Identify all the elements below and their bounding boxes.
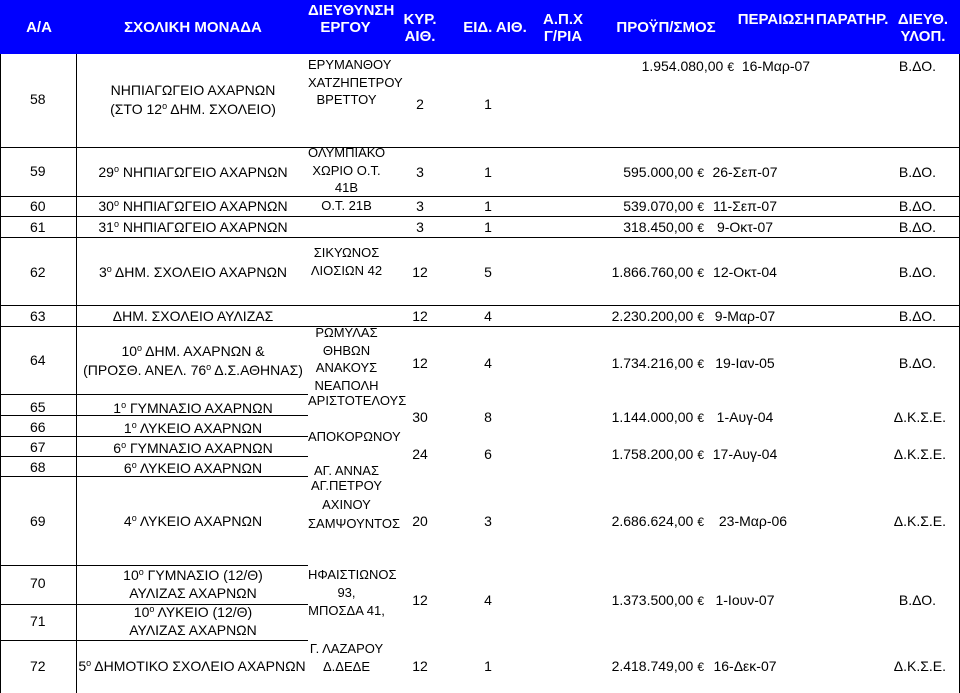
school-name: $31^o$ ΝΗΠΙΑΓΩΓΕΙΟ ΑΧΑΡΝΩΝ [98, 219, 288, 235]
row-number: 61 [30, 219, 46, 235]
completion-date: 26-Σεπ-07 [712, 164, 778, 180]
row-number: 65 [30, 399, 46, 415]
budget: 1.373.500,00 € [611, 592, 704, 608]
special-rooms: 1 [484, 96, 492, 112]
budget: 539.070,00 € [623, 198, 704, 214]
school-name: $10^o$ ΛΥΚΕΙΟ (12/Θ) [133, 604, 253, 620]
address: ΣΙΚΥΩΝΟΣ ΛΙΟΣΙΩΝ 42 [310, 245, 383, 278]
row-number: 67 [30, 439, 46, 455]
row-number: 62 [30, 264, 46, 280]
budget: 1.954.080,00 € [641, 58, 734, 74]
row-number: 60 [30, 198, 46, 214]
grid-hline [0, 326, 960, 327]
completion-date: 23-Μαρ-06 [718, 513, 788, 529]
budget: 2.418.749,00 € [611, 658, 704, 674]
completion-date: 1-Ιουν-07 [715, 592, 775, 608]
school-name: $4^o$ ΛΥΚΕΙΟ ΑΧΑΡΝΩΝ [123, 513, 263, 529]
grid-hline [0, 237, 960, 238]
school-name: ΔΗΜ. ΣΧΟΛΕΙΟ ΑΥΛΙΖΑΣ [112, 308, 274, 324]
school-name-line2: (ΠΡΟΣΘ. ΑΝΕΛ. $76^o$ Δ.Σ.ΑΘΗΝΑΣ) [83, 362, 303, 378]
grid-hline [0, 305, 960, 306]
main-rooms: 12 [412, 264, 428, 280]
special-rooms: 4 [484, 308, 492, 324]
budget: 318.450,00 € [623, 219, 704, 235]
special-rooms: 8 [484, 409, 492, 425]
row-number: 59 [30, 163, 46, 179]
supervision: Δ.Κ.Σ.Ε. [893, 446, 946, 462]
grid-hline [0, 476, 308, 477]
main-rooms: 30 [412, 409, 428, 425]
supervision: Β.ΔΟ. [898, 58, 936, 74]
special-rooms: 1 [484, 658, 492, 674]
grid-hline [0, 436, 308, 437]
supervision: Β.ΔΟ. [898, 198, 936, 214]
grid-hline [0, 394, 308, 395]
school-name: ΝΗΠΙΑΓΩΓΕΙΟ ΑΧΑΡΝΩΝ [110, 82, 276, 98]
main-rooms: 3 [416, 219, 424, 235]
row-number: 70 [30, 575, 46, 591]
special-rooms: 5 [484, 264, 492, 280]
school-name: $1^o$ ΓΥΜΝΑΣΙΟ ΑΧΑΡΝΩΝ [113, 400, 273, 416]
supervision: Β.ΔΟ. [898, 355, 936, 371]
address: ΗΦΑΙΣΤΙΩΝΟΣ 93, ΜΠΟΣΔΑ 41, [308, 567, 397, 618]
row-number: 72 [30, 658, 46, 674]
budget: 595.000,00 € [623, 164, 704, 180]
address: ΡΩΜΥΛΑΣ ΘΗΒΩΝ ΑΝΑΚΟΥΣ ΝΕΑΠΟΛΗ [314, 325, 379, 393]
main-rooms: 12 [412, 658, 428, 674]
address: ΑΡΙΣΤΟΤΕΛΟΥΣ [308, 393, 407, 408]
supervision: Β.ΔΟ. [898, 308, 936, 324]
grid-hline [0, 640, 308, 641]
completion-date: 9-Μαρ-07 [714, 308, 776, 324]
row-number: 63 [30, 308, 46, 324]
special-rooms: 4 [484, 592, 492, 608]
main-rooms: 12 [412, 355, 428, 371]
grid-vline [0, 54, 1, 693]
grid-hline [0, 147, 960, 148]
special-rooms: 1 [484, 198, 492, 214]
school-name: $6^o$ ΛΥΚΕΙΟ ΑΧΑΡΝΩΝ [123, 460, 263, 476]
budget: 1.734.216,00 € [611, 355, 704, 371]
school-name: $6^o$ ΓΥΜΝΑΣΙΟ ΑΧΑΡΝΩΝ [113, 440, 273, 456]
completion-date: 11-Σεπ-07 [713, 198, 777, 214]
header-completion: ΠΕΡΑΙΩΣΗ [737, 11, 815, 28]
special-rooms: 1 [484, 219, 492, 235]
special-rooms: 1 [484, 164, 492, 180]
completion-date: 12-Οκτ-04 [713, 264, 777, 280]
special-rooms: 3 [484, 513, 492, 529]
table-header [0, 0, 960, 54]
grid-vline [76, 54, 77, 693]
budget: 1.866.760,00 € [611, 264, 704, 280]
school-name: $30^o$ ΝΗΠΙΑΓΩΓΕΙΟ ΑΧΑΡΝΩΝ [98, 198, 288, 214]
special-rooms: 6 [484, 446, 492, 462]
completion-date: 17-Αυγ-04 [712, 446, 778, 462]
main-rooms: 3 [416, 164, 424, 180]
completion-date: 16-Δεκ-07 [713, 658, 777, 674]
main-rooms: 12 [412, 308, 428, 324]
budget: 1.144.000,00 € [611, 409, 704, 425]
address: Γ. ΛΑΖΑΡΟΥ Δ.ΔΕΔΕ [309, 641, 384, 674]
budget: 2.686.624,00 € [611, 513, 704, 529]
main-rooms: 3 [416, 198, 424, 214]
school-name: $10^o$ ΔΗΜ. ΑΧΑΡΝΩΝ & [121, 343, 265, 359]
main-rooms: 12 [412, 592, 428, 608]
header-supervision: ΔΙΕΥΘ. ΥΛΟΠ. [897, 11, 949, 45]
supervision: Β.ΔΟ. [898, 164, 936, 180]
address: ΑΠΟΚΟΡΩΝΟΥ [308, 429, 401, 444]
row-number: 71 [30, 613, 46, 629]
row-number: 58 [30, 91, 46, 107]
address: ΑΓ. ΑΝΝΑΣ [313, 463, 380, 478]
header-main-rooms: ΚΥΡ. ΑΙΘ. [403, 11, 437, 45]
school-name: $10^o$ ΓΥΜΝΑΣΙΟ (12/Θ) [123, 567, 263, 583]
header-project-mgmt: ΔΙΕΥΘΥΝΣΗ ΕΡΓΟΥ [308, 2, 395, 36]
row-number: 64 [30, 352, 46, 368]
header-budget: ΠΡΟΫΠ/ΣΜΟΣ [616, 19, 716, 36]
row-number: 66 [30, 419, 46, 435]
special-rooms: 4 [484, 355, 492, 371]
grid-hline [0, 565, 308, 566]
main-rooms: 24 [412, 446, 428, 462]
supervision: Δ.Κ.Σ.Ε. [893, 409, 946, 425]
completion-date: 1-Αυγ-04 [716, 409, 774, 425]
main-rooms: 2 [416, 96, 424, 112]
header-special-rooms: ΕΙΔ. ΑΙΘ. [463, 19, 527, 36]
grid-hline [0, 456, 308, 457]
grid-hline [0, 216, 960, 217]
address: ΑΓ.ΠΕΤΡΟΥ ΑΧΙΝΟΥ ΣΑΜΨΟΥΝΤΟΣ [308, 478, 401, 531]
header-delivery: ΠΑΡΑΤΗΡ. [816, 11, 889, 28]
school-name: $1^o$ ΛΥΚΕΙΟ ΑΧΑΡΝΩΝ [123, 420, 263, 436]
completion-date: 19-Ιαν-05 [715, 355, 775, 371]
school-name-line2: (ΣΤΟ $12^o$ ΔΗΜ. ΣΧΟΛΕΙΟ) [110, 101, 276, 117]
supervision: Β.ΔΟ. [898, 592, 936, 608]
school-name-line2: ΑΥΛΙΖΑΣ ΑΧΑΡΝΩΝ [129, 585, 257, 601]
supervision: Δ.Κ.Σ.Ε. [893, 658, 946, 674]
header-aa: Α/Α [26, 19, 52, 36]
row-number: 69 [30, 513, 46, 529]
supervision: Β.ΔΟ. [898, 219, 936, 235]
supervision: Δ.Κ.Σ.Ε. [893, 513, 946, 529]
row-number: 68 [30, 459, 46, 475]
budget: 2.230.200,00 € [611, 308, 704, 324]
school-name: $29^o$ ΝΗΠΙΑΓΩΓΕΙΟ ΑΧΑΡΝΩΝ [98, 164, 288, 180]
header-protocol: Α.Π.Χ Γ/ΡΙΑ [542, 11, 583, 45]
supervision: Β.ΔΟ. [898, 264, 936, 280]
school-name: $5^o$ ΔΗΜΟΤΙΚΟ ΣΧΟΛΕΙΟ ΑΧΑΡΝΩΝ [78, 658, 306, 674]
address: Ο.Τ. 21Β [321, 198, 372, 213]
address: ΕΡΥΜΑΝΘΟΥ ΧΑΤΖΗΠΕΤΡΟΥ ΒΡΕΤΤΟΥ [308, 57, 403, 107]
grid-hline [0, 196, 960, 197]
main-rooms: 20 [412, 513, 428, 529]
address: ΟΛΥΜΠΙΑΚΟ ΧΩΡΙΟ Ο.Τ. 41Β [308, 145, 386, 195]
budget: 1.758.200,00 € [611, 446, 704, 462]
school-name: $3^o$ ΔΗΜ. ΣΧΟΛΕΙΟ ΑΧΑΡΝΩΝ [98, 264, 288, 280]
header-school: ΣΧΟΛΙΚΗ ΜΟΝΑΔΑ [124, 19, 262, 36]
school-name-line2: ΑΥΛΙΖΑΣ ΑΧΑΡΝΩΝ [129, 622, 257, 638]
completion-date: 16-Μαρ-07 [741, 58, 811, 74]
completion-date: 9-Οκτ-07 [716, 219, 774, 235]
